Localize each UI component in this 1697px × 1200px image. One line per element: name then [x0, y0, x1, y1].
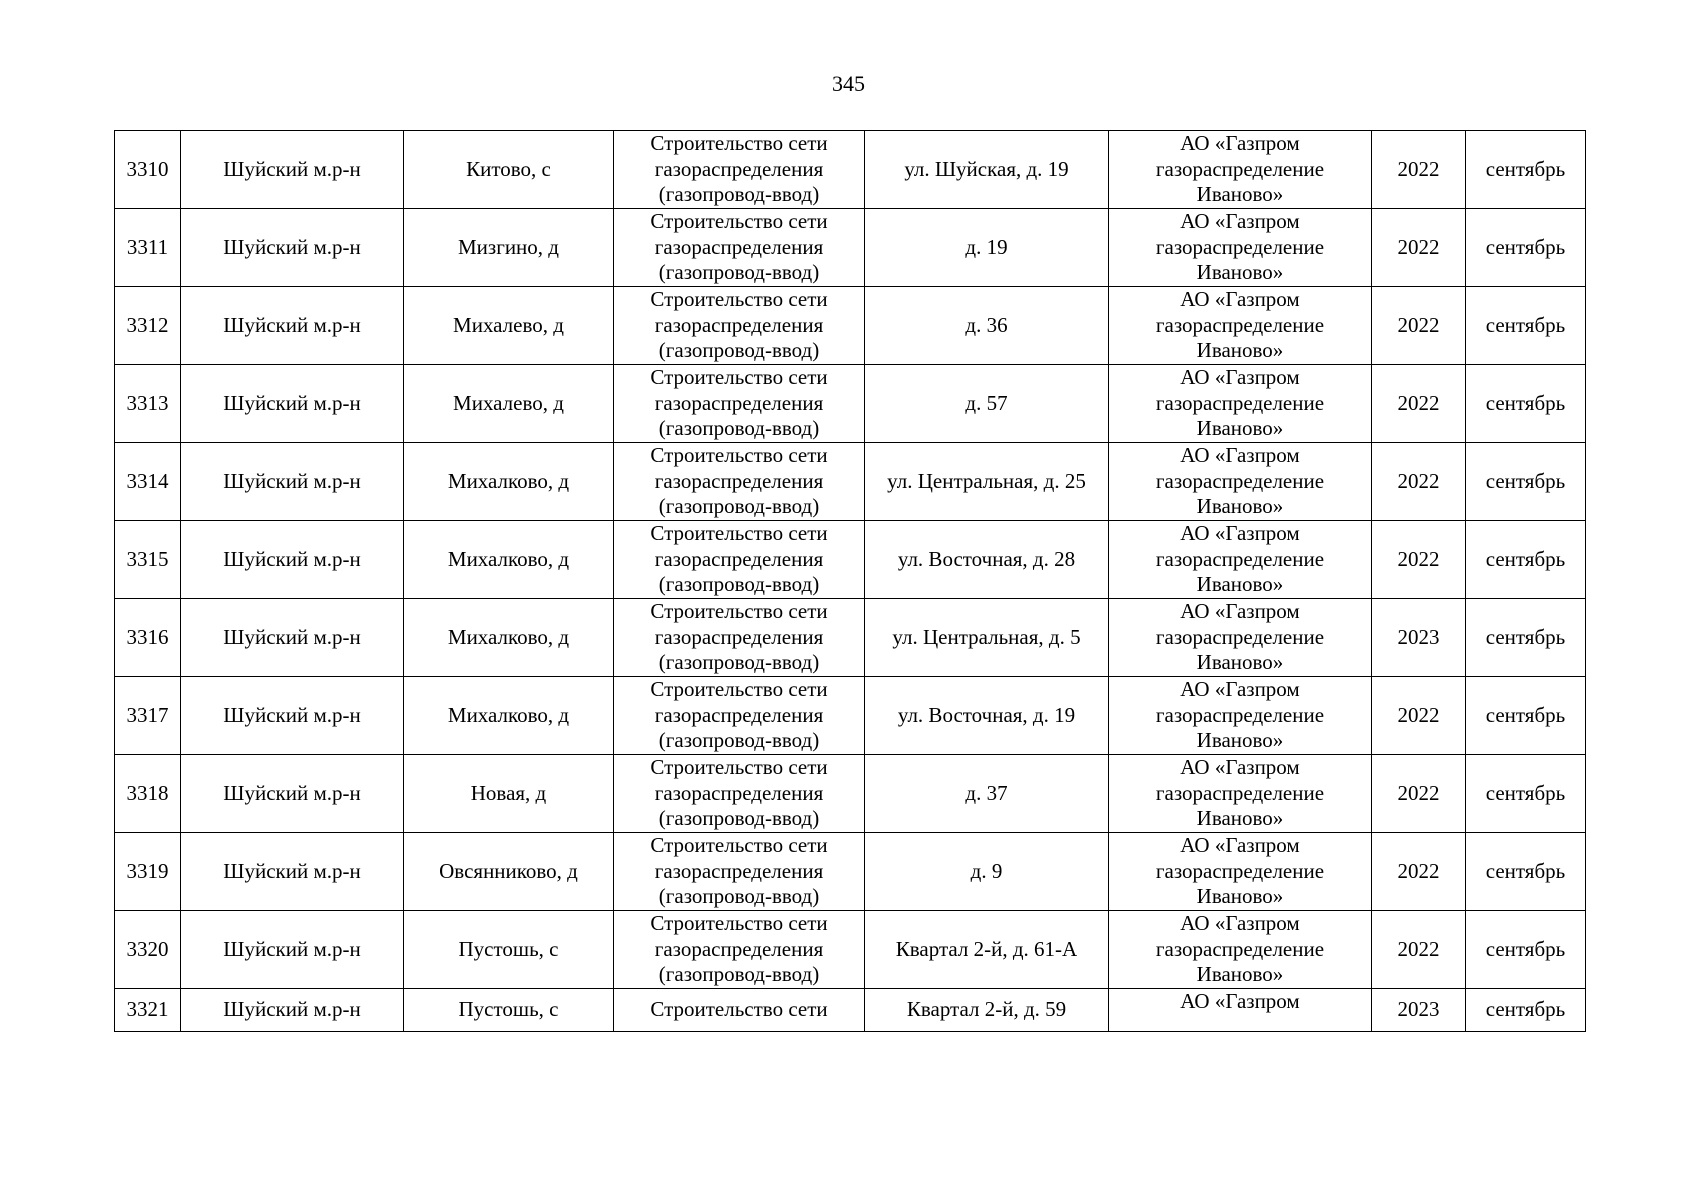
address-cell: ул. Шуйская, д. 19 [865, 131, 1109, 209]
table-row [115, 131, 1586, 209]
row-number-cell: 3319 [115, 833, 181, 911]
organization-cell-line: АО «Газпром [1180, 521, 1300, 546]
month-cell: сентябрь [1466, 755, 1586, 833]
organization-cell-line: газораспределение [1155, 780, 1325, 805]
year-cell: 2023 [1372, 599, 1466, 677]
organization-cell-line: газораспределение [1155, 546, 1325, 571]
organization-cell [1109, 755, 1372, 833]
organization-cell [1109, 365, 1372, 443]
district-cell: Шуйский м.р-н [181, 911, 404, 989]
year-cell: 2022 [1372, 365, 1466, 443]
year-cell: 2022 [1372, 287, 1466, 365]
work-type-cell-line: (газопровод-ввод) [658, 962, 820, 987]
table-row [115, 365, 1586, 443]
district-cell: Шуйский м.р-н [181, 209, 404, 287]
table-row [115, 755, 1586, 833]
district-cell: Шуйский м.р-н [181, 365, 404, 443]
year-cell: 2022 [1372, 131, 1466, 209]
address-cell: д. 57 [865, 365, 1109, 443]
work-type-cell-line: Строительство сети [650, 677, 828, 702]
district-cell: Шуйский м.р-н [181, 989, 404, 1032]
year-cell: 2022 [1372, 677, 1466, 755]
address-cell: Квартал 2-й, д. 59 [865, 989, 1109, 1032]
month-cell: сентябрь [1466, 365, 1586, 443]
organization-cell-line: Иваново» [1196, 338, 1284, 363]
work-type-cell-line: газораспределения [654, 156, 824, 181]
organization-cell [1109, 521, 1372, 599]
work-type-cell [614, 365, 865, 443]
work-type-cell [614, 833, 865, 911]
work-type-cell-line: Строительство сети [650, 521, 828, 546]
work-type-cell [614, 989, 865, 1032]
work-type-cell-line: (газопровод-ввод) [658, 494, 820, 519]
year-cell: 2022 [1372, 833, 1466, 911]
work-type-cell-line: Строительство сети [650, 365, 828, 390]
organization-cell [1109, 443, 1372, 521]
month-cell: сентябрь [1466, 911, 1586, 989]
organization-cell-line: Иваново» [1196, 650, 1284, 675]
locality-cell: Пустошь, с [404, 989, 614, 1032]
work-type-cell-line: газораспределения [654, 390, 824, 415]
organization-cell-line: Иваново» [1196, 416, 1284, 441]
district-cell: Шуйский м.р-н [181, 755, 404, 833]
district-cell: Шуйский м.р-н [181, 521, 404, 599]
organization-cell-line: Иваново» [1196, 728, 1284, 753]
organization-cell-line: АО «Газпром [1180, 755, 1300, 780]
work-type-cell-line: Строительство сети [650, 997, 828, 1022]
address-cell: ул. Центральная, д. 5 [865, 599, 1109, 677]
row-number-cell: 3321 [115, 989, 181, 1032]
work-type-cell-line: газораспределения [654, 234, 824, 259]
organization-cell-line: газораспределение [1155, 390, 1325, 415]
year-cell: 2022 [1372, 521, 1466, 599]
locality-cell: Овсянниково, д [404, 833, 614, 911]
address-cell: Квартал 2-й, д. 61-А [865, 911, 1109, 989]
organization-cell-line: АО «Газпром [1180, 287, 1300, 312]
year-cell: 2023 [1372, 989, 1466, 1032]
work-type-cell [614, 677, 865, 755]
table-row [115, 521, 1586, 599]
organization-cell-line: газораспределение [1155, 468, 1325, 493]
work-type-cell-line: газораспределения [654, 546, 824, 571]
organization-cell-line: газораспределение [1155, 936, 1325, 961]
organization-cell-line: АО «Газпром [1180, 131, 1300, 156]
address-cell: д. 37 [865, 755, 1109, 833]
year-cell: 2022 [1372, 755, 1466, 833]
organization-cell-line: АО «Газпром [1180, 911, 1300, 936]
work-type-cell-line: газораспределения [654, 936, 824, 961]
district-cell: Шуйский м.р-н [181, 443, 404, 521]
organization-cell-line: АО «Газпром [1180, 209, 1300, 234]
work-type-cell-line: (газопровод-ввод) [658, 728, 820, 753]
work-type-cell-line: газораспределения [654, 312, 824, 337]
table-row [115, 287, 1586, 365]
work-type-cell [614, 209, 865, 287]
organization-cell [1109, 209, 1372, 287]
work-type-cell-line: газораспределения [654, 702, 824, 727]
locality-cell: Пустошь, с [404, 911, 614, 989]
work-type-cell-line: газораспределения [654, 858, 824, 883]
work-type-cell-line: газораспределения [654, 780, 824, 805]
work-type-cell-line: Строительство сети [650, 443, 828, 468]
table-row [115, 599, 1586, 677]
organization-cell-line: АО «Газпром [1180, 989, 1300, 1013]
locality-cell: Михалково, д [404, 599, 614, 677]
row-number-cell: 3313 [115, 365, 181, 443]
row-number-cell: 3315 [115, 521, 181, 599]
work-type-cell-line: Строительство сети [650, 911, 828, 936]
organization-cell-line: АО «Газпром [1180, 599, 1300, 624]
work-type-cell-line: Строительство сети [650, 287, 828, 312]
organization-cell-line: АО «Газпром [1180, 365, 1300, 390]
district-cell: Шуйский м.р-н [181, 833, 404, 911]
row-number-cell: 3310 [115, 131, 181, 209]
row-number-cell: 3316 [115, 599, 181, 677]
address-cell: д. 19 [865, 209, 1109, 287]
row-number-cell: 3314 [115, 443, 181, 521]
organization-cell-line: газораспределение [1155, 312, 1325, 337]
district-cell: Шуйский м.р-н [181, 287, 404, 365]
work-type-cell-line: газораспределения [654, 468, 824, 493]
month-cell: сентябрь [1466, 209, 1586, 287]
organization-cell-line: газораспределение [1155, 234, 1325, 259]
district-cell: Шуйский м.р-н [181, 131, 404, 209]
work-type-cell-line: (газопровод-ввод) [658, 338, 820, 363]
organization-cell-line: газораспределение [1155, 624, 1325, 649]
year-cell: 2022 [1372, 443, 1466, 521]
gasification-table [114, 130, 1586, 1032]
work-type-cell-line: (газопровод-ввод) [658, 416, 820, 441]
month-cell: сентябрь [1466, 443, 1586, 521]
work-type-cell [614, 131, 865, 209]
locality-cell: Михалево, д [404, 287, 614, 365]
table-row [115, 677, 1586, 755]
organization-cell [1109, 131, 1372, 209]
work-type-cell-line: газораспределения [654, 624, 824, 649]
address-cell: ул. Восточная, д. 19 [865, 677, 1109, 755]
organization-cell [1109, 911, 1372, 989]
month-cell: сентябрь [1466, 131, 1586, 209]
address-cell: д. 36 [865, 287, 1109, 365]
month-cell: сентябрь [1466, 833, 1586, 911]
table-row [115, 443, 1586, 521]
organization-cell-line: АО «Газпром [1180, 443, 1300, 468]
district-cell: Шуйский м.р-н [181, 599, 404, 677]
work-type-cell [614, 521, 865, 599]
locality-cell: Новая, д [404, 755, 614, 833]
table-row [115, 911, 1586, 989]
organization-cell [1109, 599, 1372, 677]
organization-cell-line: газораспределение [1155, 156, 1325, 181]
organization-cell-line: Иваново» [1196, 572, 1284, 597]
organization-cell-line: Иваново» [1196, 260, 1284, 285]
organization-cell-line: Иваново» [1196, 494, 1284, 519]
month-cell: сентябрь [1466, 677, 1586, 755]
organization-cell-line: Иваново» [1196, 884, 1284, 909]
work-type-cell-line: (газопровод-ввод) [658, 182, 820, 207]
month-cell: сентябрь [1466, 599, 1586, 677]
address-cell: ул. Центральная, д. 25 [865, 443, 1109, 521]
organization-cell [1109, 677, 1372, 755]
organization-cell [1109, 989, 1372, 1032]
organization-cell-line: газораспределение [1155, 702, 1325, 727]
organization-cell [1109, 833, 1372, 911]
page-number: 345 [832, 71, 865, 96]
organization-cell-line: газораспределение [1155, 858, 1325, 883]
district-cell: Шуйский м.р-н [181, 677, 404, 755]
work-type-cell-line: Строительство сети [650, 833, 828, 858]
work-type-cell-line: Строительство сети [650, 131, 828, 156]
organization-cell [1109, 287, 1372, 365]
work-type-cell-line: (газопровод-ввод) [658, 260, 820, 285]
row-number-cell: 3317 [115, 677, 181, 755]
month-cell: сентябрь [1466, 287, 1586, 365]
address-cell: д. 9 [865, 833, 1109, 911]
organization-cell-line: АО «Газпром [1180, 677, 1300, 702]
year-cell: 2022 [1372, 911, 1466, 989]
work-type-cell [614, 599, 865, 677]
row-number-cell: 3312 [115, 287, 181, 365]
locality-cell: Михалево, д [404, 365, 614, 443]
work-type-cell-line: Строительство сети [650, 755, 828, 780]
work-type-cell-line: (газопровод-ввод) [658, 884, 820, 909]
table-body [115, 131, 1586, 1032]
month-cell: сентябрь [1466, 989, 1586, 1032]
row-number-cell: 3318 [115, 755, 181, 833]
work-type-cell-line: (газопровод-ввод) [658, 650, 820, 675]
work-type-cell [614, 443, 865, 521]
table-row [115, 209, 1586, 287]
locality-cell: Мизгино, д [404, 209, 614, 287]
work-type-cell [614, 755, 865, 833]
work-type-cell [614, 287, 865, 365]
organization-cell-line: АО «Газпром [1180, 833, 1300, 858]
year-cell: 2022 [1372, 209, 1466, 287]
month-cell: сентябрь [1466, 521, 1586, 599]
work-type-cell-line: (газопровод-ввод) [658, 806, 820, 831]
locality-cell: Михалково, д [404, 443, 614, 521]
work-type-cell-line: Строительство сети [650, 209, 828, 234]
address-cell: ул. Восточная, д. 28 [865, 521, 1109, 599]
organization-cell-line: Иваново» [1196, 962, 1284, 987]
row-number-cell: 3320 [115, 911, 181, 989]
row-number-cell: 3311 [115, 209, 181, 287]
work-type-cell-line: Строительство сети [650, 599, 828, 624]
work-type-cell-line: (газопровод-ввод) [658, 572, 820, 597]
table-row [115, 833, 1586, 911]
locality-cell: Китово, с [404, 131, 614, 209]
organization-cell-line: Иваново» [1196, 806, 1284, 831]
locality-cell: Михалково, д [404, 521, 614, 599]
table-row [115, 989, 1586, 1032]
work-type-cell [614, 911, 865, 989]
locality-cell: Михалково, д [404, 677, 614, 755]
organization-cell-line: Иваново» [1196, 182, 1284, 207]
